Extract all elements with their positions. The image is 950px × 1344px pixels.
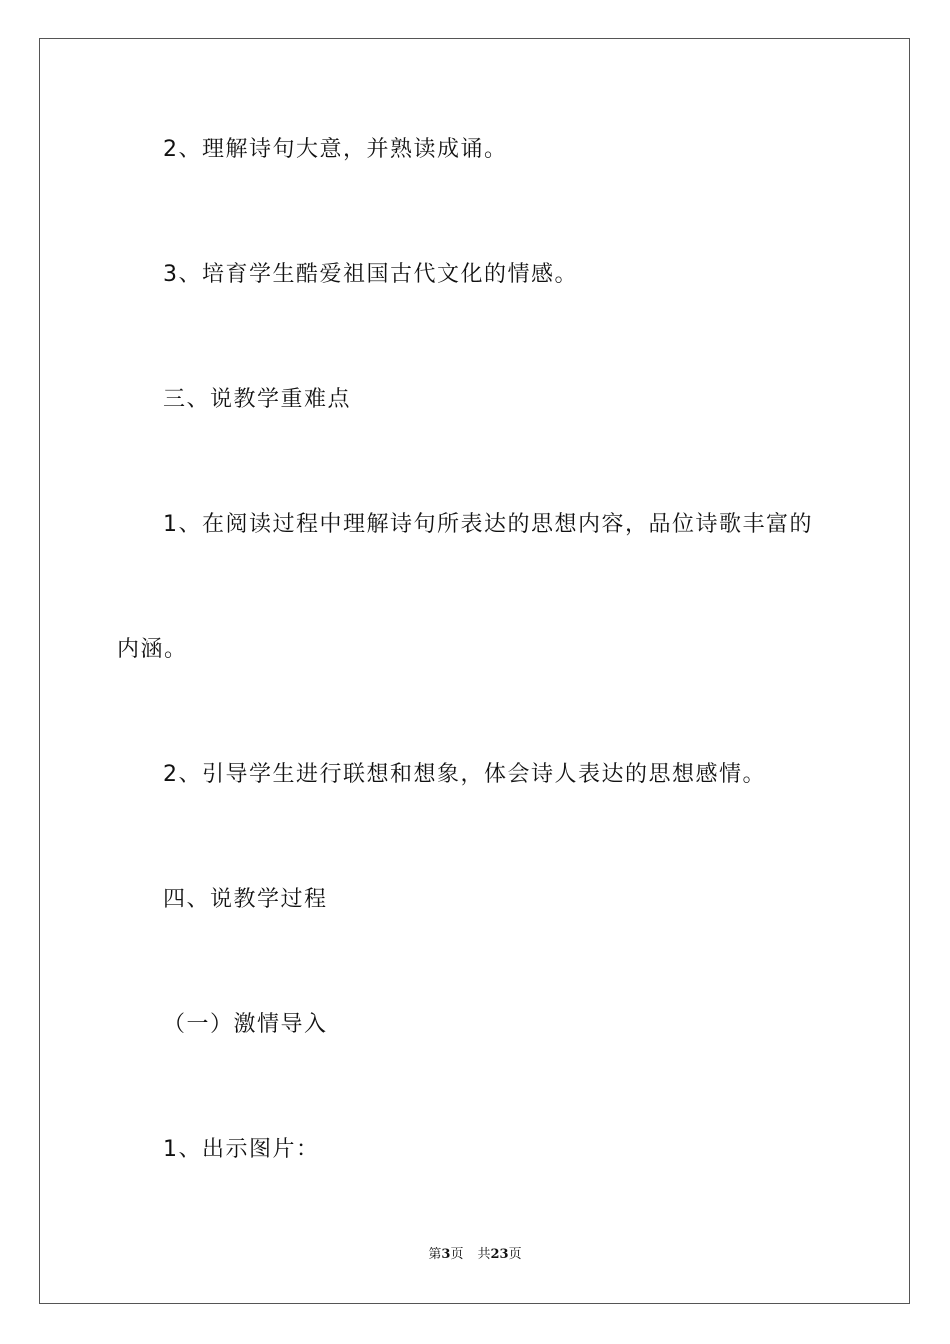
objective-3: 3、培育学生酷爱祖国古代文化的情感。 [163, 262, 578, 287]
total-prefix: 共 [477, 1247, 491, 1262]
section-heading-key-points: 三、说教学重难点 [163, 387, 352, 412]
page-suffix: 页 [450, 1247, 464, 1262]
page-border [39, 38, 910, 1304]
page-footer [0, 1246, 950, 1264]
page-prefix: 第 [428, 1247, 442, 1262]
key-point-2: 2、引导学生进行联想和想象，体会诗人表达的思想感情。 [163, 762, 766, 787]
total-pages: 23 [490, 1247, 509, 1262]
step-1: 1、出示图片： [163, 1137, 320, 1162]
objective-2: 2、理解诗句大意，并熟读成诵。 [163, 137, 508, 162]
key-point-1: 1、在阅读过程中理解诗句所表达的思想内容，品位诗歌丰富的 [163, 512, 813, 537]
section-heading-teaching-process: 四、说教学过程 [163, 887, 328, 912]
subsection-heading-introduction: （一）激情导入 [163, 1012, 328, 1037]
page-number: 3 [441, 1247, 451, 1262]
key-point-1-continued: 内涵。 [117, 637, 188, 662]
total-suffix: 页 [508, 1247, 522, 1262]
